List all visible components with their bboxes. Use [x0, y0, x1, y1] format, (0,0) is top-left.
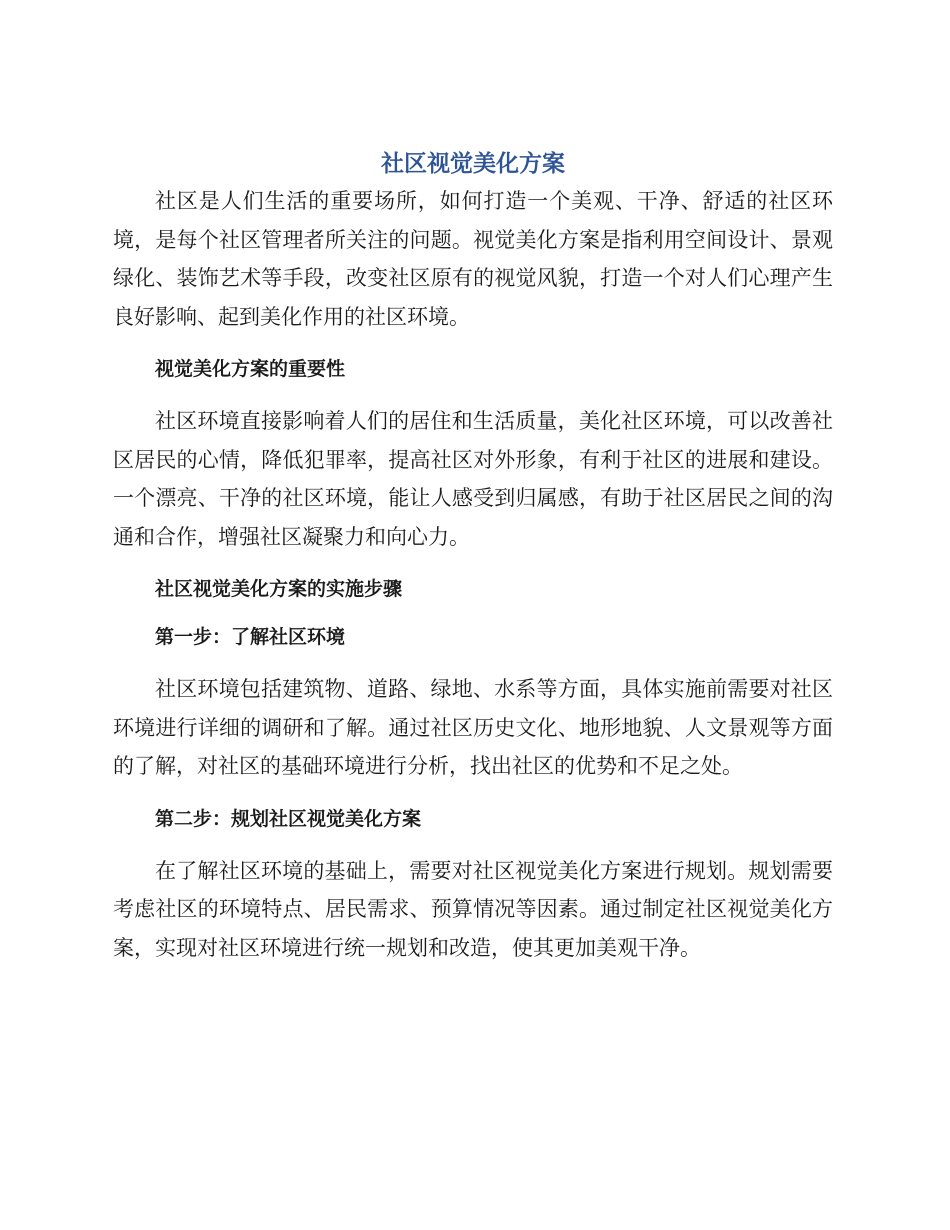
intro-paragraph: 社区是人们生活的重要场所，如何打造一个美观、干净、舒适的社区环境，是每个社区管理者所关注的问题。视觉美化方案是指利用空间设计、景观绿化、装饰艺术等手段，改变社区原有的视觉风貌，打造一个对人们心理产生良好影响、起到美化作用的社区环境。 — [113, 189, 833, 329]
importance-paragraph: 社区环境直接影响着人们的居住和生活质量，美化社区环境，可以改善社区居民的心情，降低犯罪率，提高社区对外形象，有利于社区的进展和建设。一个漂亮、干净的社区环境，能让人感受到归属感，有助于社区居民之间的沟通和合作，增强社区凝聚力和向心力。 — [113, 409, 833, 549]
step2-heading: 第二步：规划社区视觉美化方案 — [155, 807, 422, 830]
step1-paragraph: 社区环境包括建筑物、道路、绿地、水系等方面，具体实施前需要对社区环境进行详细的调研和了解。通过社区历史文化、地形地貌、人文景观等方面的了解，对社区的基础环境进行分析，找出社区的优势和不足之处。 — [113, 677, 833, 778]
document-title: 社区视觉美化方案 — [381, 151, 565, 177]
section-heading-steps: 社区视觉美化方案的实施步骤 — [155, 578, 403, 600]
document-page — [113, 146, 833, 967]
section-heading-importance: 视觉美化方案的重要性 — [155, 358, 346, 380]
step2-paragraph: 在了解社区环境的基础上，需要对社区视觉美化方案进行规划。规划需要考虑社区的环境特点、居民需求、预算情况等因素。通过制定社区视觉美化方案，实现对社区环境进行统一规划和改造，使其更加美观干净。 — [113, 858, 833, 960]
step1-heading: 第一步：了解社区环境 — [155, 626, 346, 648]
